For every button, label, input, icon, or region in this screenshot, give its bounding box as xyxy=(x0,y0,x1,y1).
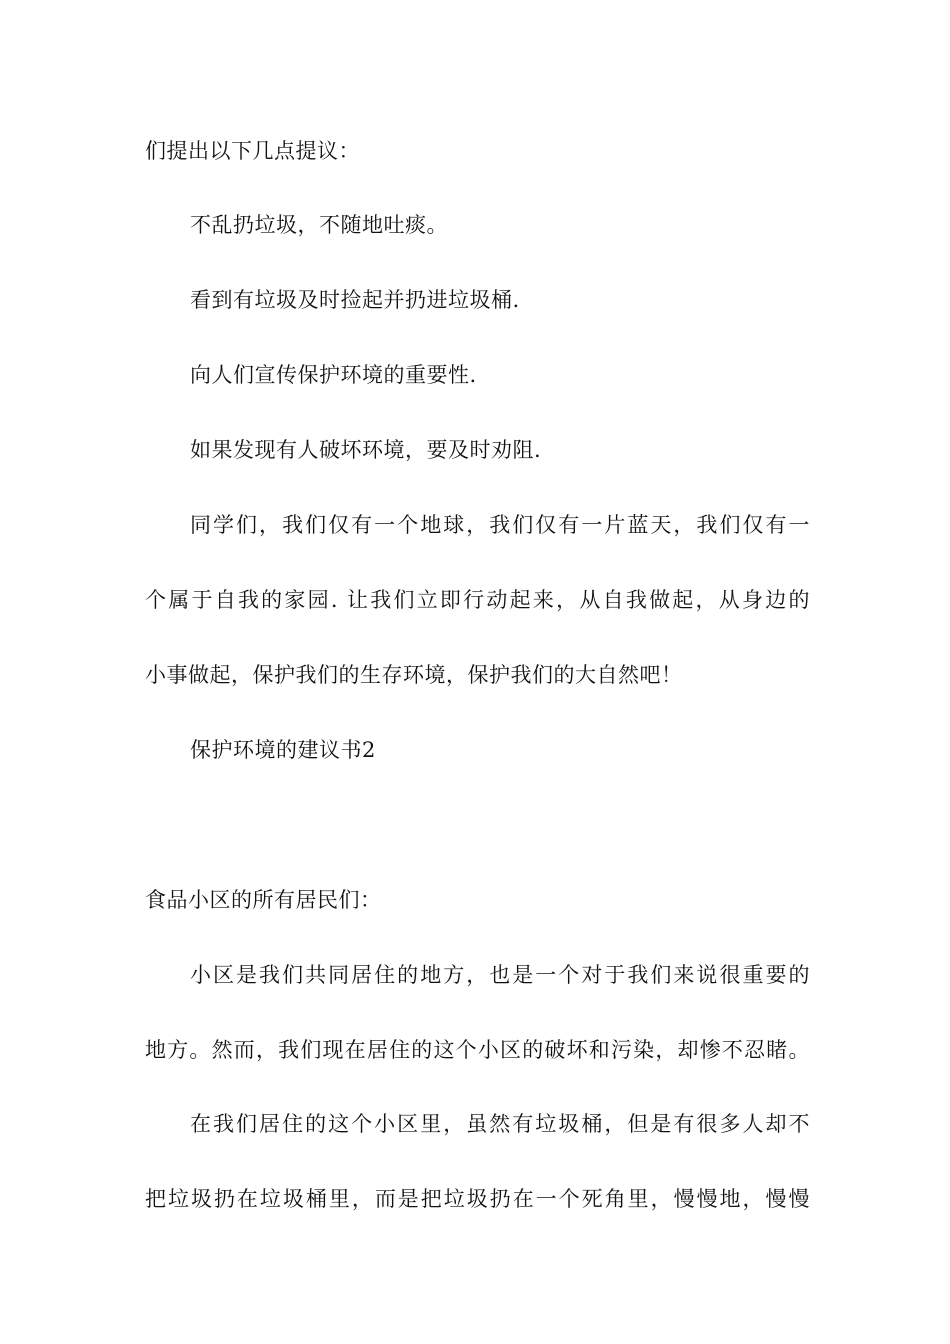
paragraph-line: 如果发现有人破坏环境，要及时劝阻. xyxy=(190,438,542,462)
section-title: 保护环境的建议书2 xyxy=(190,738,376,762)
paragraph-line: 们提出以下几点提议： xyxy=(145,139,360,163)
paragraph-line: 小区是我们共同居住的地方，也是一个对于我们来说很重要的 xyxy=(190,963,810,987)
paragraph-line: 在我们居住的这个小区里，虽然有垃圾桶，但是有很多人却不 xyxy=(190,1112,810,1136)
salutation-line: 食品小区的所有居民们： xyxy=(145,888,382,912)
paragraph-line: 个属于自我的家园. 让我们立即行动起来，从自我做起，从身边的 xyxy=(145,588,810,612)
paragraph-line: 地方。然而，我们现在居住的这个小区的破坏和污染，却惨不忍睹。 xyxy=(145,1038,810,1062)
paragraph-line: 看到有垃圾及时捡起并扔进垃圾桶. xyxy=(190,288,520,312)
paragraph-line: 同学们，我们仅有一个地球，我们仅有一片蓝天，我们仅有一 xyxy=(190,513,810,537)
paragraph-line: 小事做起，保护我们的生存环境，保护我们的大自然吧！ xyxy=(145,663,683,687)
paragraph-line: 向人们宣传保护环境的重要性. xyxy=(190,363,477,387)
paragraph-line: 不乱扔垃圾，不随地吐痰。 xyxy=(190,213,448,237)
paragraph-line: 把垃圾扔在垃圾桶里，而是把垃圾扔在一个死角里，慢慢地，慢慢 xyxy=(145,1187,810,1211)
